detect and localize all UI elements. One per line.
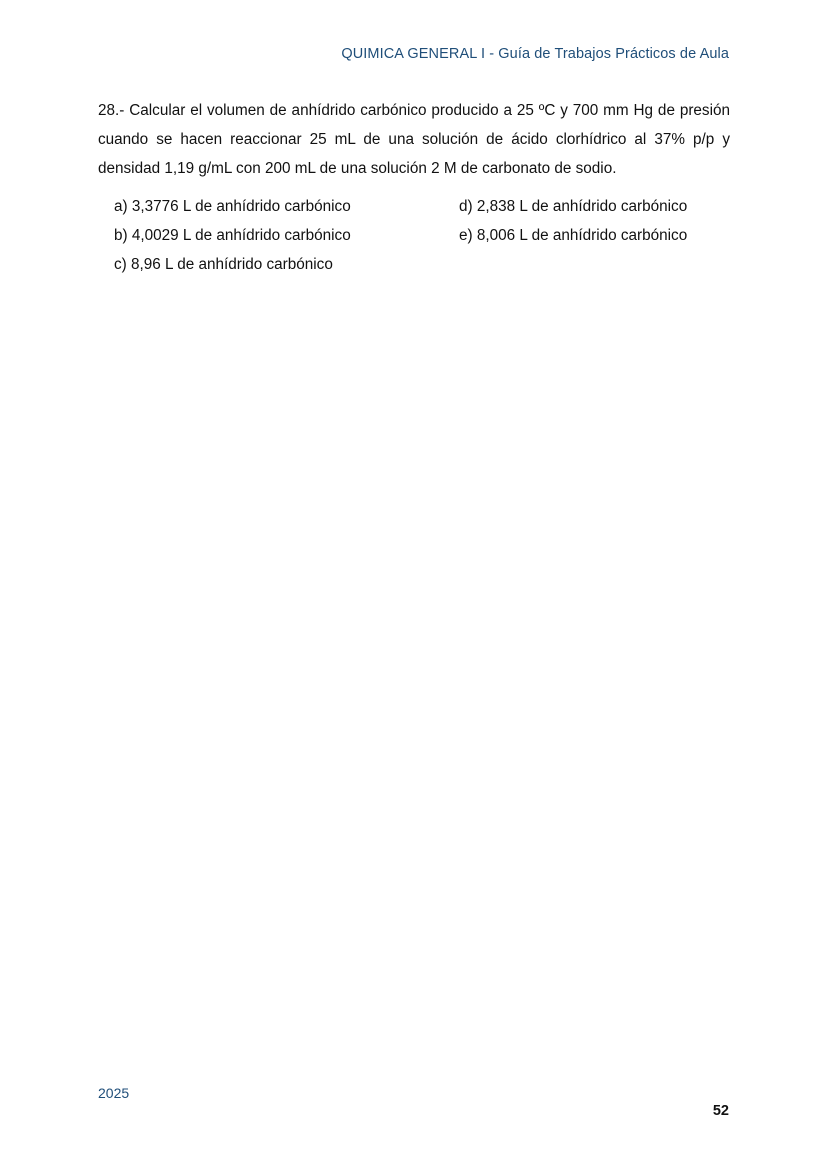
page-content [98, 96, 730, 279]
option-c: c) 8,96 L de anhídrido carbónico [114, 256, 333, 273]
option-row [114, 192, 730, 221]
answer-options-list [98, 192, 730, 279]
page-header: QUIMICA GENERAL I - Guía de Trabajos Prácticos de Aula [341, 46, 729, 62]
footer-page-number: 52 [712, 1103, 729, 1119]
option-row [114, 221, 730, 250]
option-e: e) 8,006 L de anhídrido carbónico [459, 227, 688, 244]
option-b: b) 4,0029 L de anhídrido carbónico [114, 227, 351, 244]
option-empty [459, 250, 730, 279]
footer-year: 2025 [98, 1085, 130, 1101]
option-row [114, 250, 730, 279]
question-text: 28.- Calcular el volumen de anhídrido carbónico producido a 25 ºC y 700 mm Hg de presión cuando se hacen reaccionar 25 mL de una solución de ácido clorhídrico al 37% p/p y densidad 1,19 g/mL con 200 mL de una solución 2 M de carbonato de sodio. [98, 102, 730, 177]
option-a: a) 3,3776 L de anhídrido carbónico [114, 198, 351, 215]
option-d: d) 2,838 L de anhídrido carbónico [459, 198, 688, 215]
